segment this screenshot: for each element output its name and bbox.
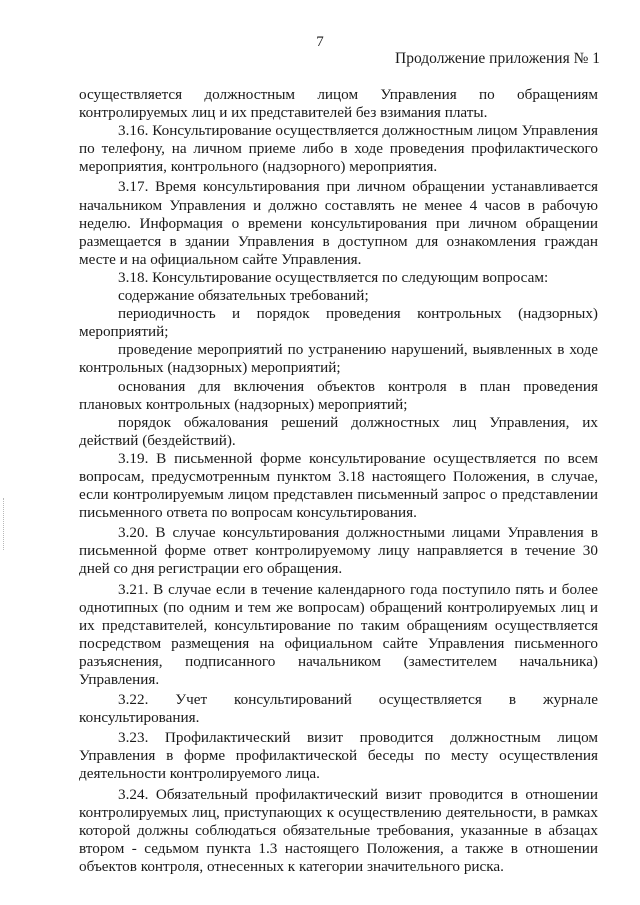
paragraph-3-21: 3.21. В случае если в течение календарного года поступило пять и более однотипных (по одним и тем же вопросам) обращений контролируемых лиц и их представителей, консультирование по таким обращениям осуществляется посредством размещения на официальном сайте Управления письменного разъяснения, подписанного начальником (заместителем начальника) Управления. [79, 580, 598, 688]
list-item-remediation: проведение мероприятий по устранению нарушений, выявленных в ходе контрольных (надзорных) мероприятий; [79, 341, 598, 377]
paragraph-3-23: 3.23. Профилактический визит проводится должностным лицом Управления в форме профилактической беседы по месту осуществления деятельности контролируемого лица. [79, 729, 598, 783]
list-item-requirements: содержание обязательных требований; [118, 287, 369, 305]
paragraph-continuation: осуществляется должностным лицом Управления по обращениям контролируемых лиц и их представителей без взимания платы. [79, 86, 598, 122]
list-item-appeal: порядок обжалования решений должностных лиц Управления, их действий (бездействий). [79, 413, 598, 449]
margin-scan-mark [3, 498, 7, 550]
page-number: 7 [316, 34, 324, 50]
paragraph-3-17: 3.17. Время консультирования при личном обращении устанавливается начальником Управления и должно составлять не менее 4 часов в рабочую неделю. Информация о времени консультирования при личном обращении размещается в здании Управления в доступном для ознакомления граждан месте и на официальном сайте Управления. [79, 178, 598, 268]
paragraph-3-19: 3.19. В письменной форме консультирование осуществляется по всем вопросам, предусмотренным пунктом 3.18 настоящего Положения, в случае, если контролируемым лицом представлен письменный запрос о представлении письменного ответа по вопросам консультирования. [79, 449, 598, 522]
paragraph-3-20: 3.20. В случае консультирования должностными лицами Управления в письменной форме ответ контролируемому лицу направляется в течение 30 дней со дня регистрации его обращения. [79, 524, 598, 578]
appendix-continuation-note: Продолжение приложения № 1 [395, 50, 600, 67]
document-body [79, 86, 598, 876]
paragraph-3-18: 3.18. Консультирование осуществляется по следующим вопросам: [118, 268, 549, 286]
paragraph-3-16: 3.16. Консультирование осуществляется должностным лицом Управления по телефону, на личном приеме либо в ходе проведения профилактического мероприятия, контрольного (надзорного) мероприятия. [79, 122, 598, 176]
paragraph-3-22: 3.22. Учет консультирований осуществляется в журнале консультирования. [79, 691, 598, 727]
paragraph-3-24: 3.24. Обязательный профилактический визит проводится в отношении контролируемых лиц, приступающих к осуществлению деятельности, в рамках которой должны соблюдаться обязательные требования, указанные в абзацах втором - седьмом пункта 1.3 настоящего Положения, а также в отношении объектов контроля, отнесенных к категории значительного риска. [79, 785, 598, 875]
list-item-grounds: основания для включения объектов контроля в план проведения плановых контрольных (надзорных) мероприятий; [79, 377, 598, 413]
list-item-periodicity: периодичность и порядок проведения контрольных (надзорных) мероприятий; [79, 305, 598, 341]
